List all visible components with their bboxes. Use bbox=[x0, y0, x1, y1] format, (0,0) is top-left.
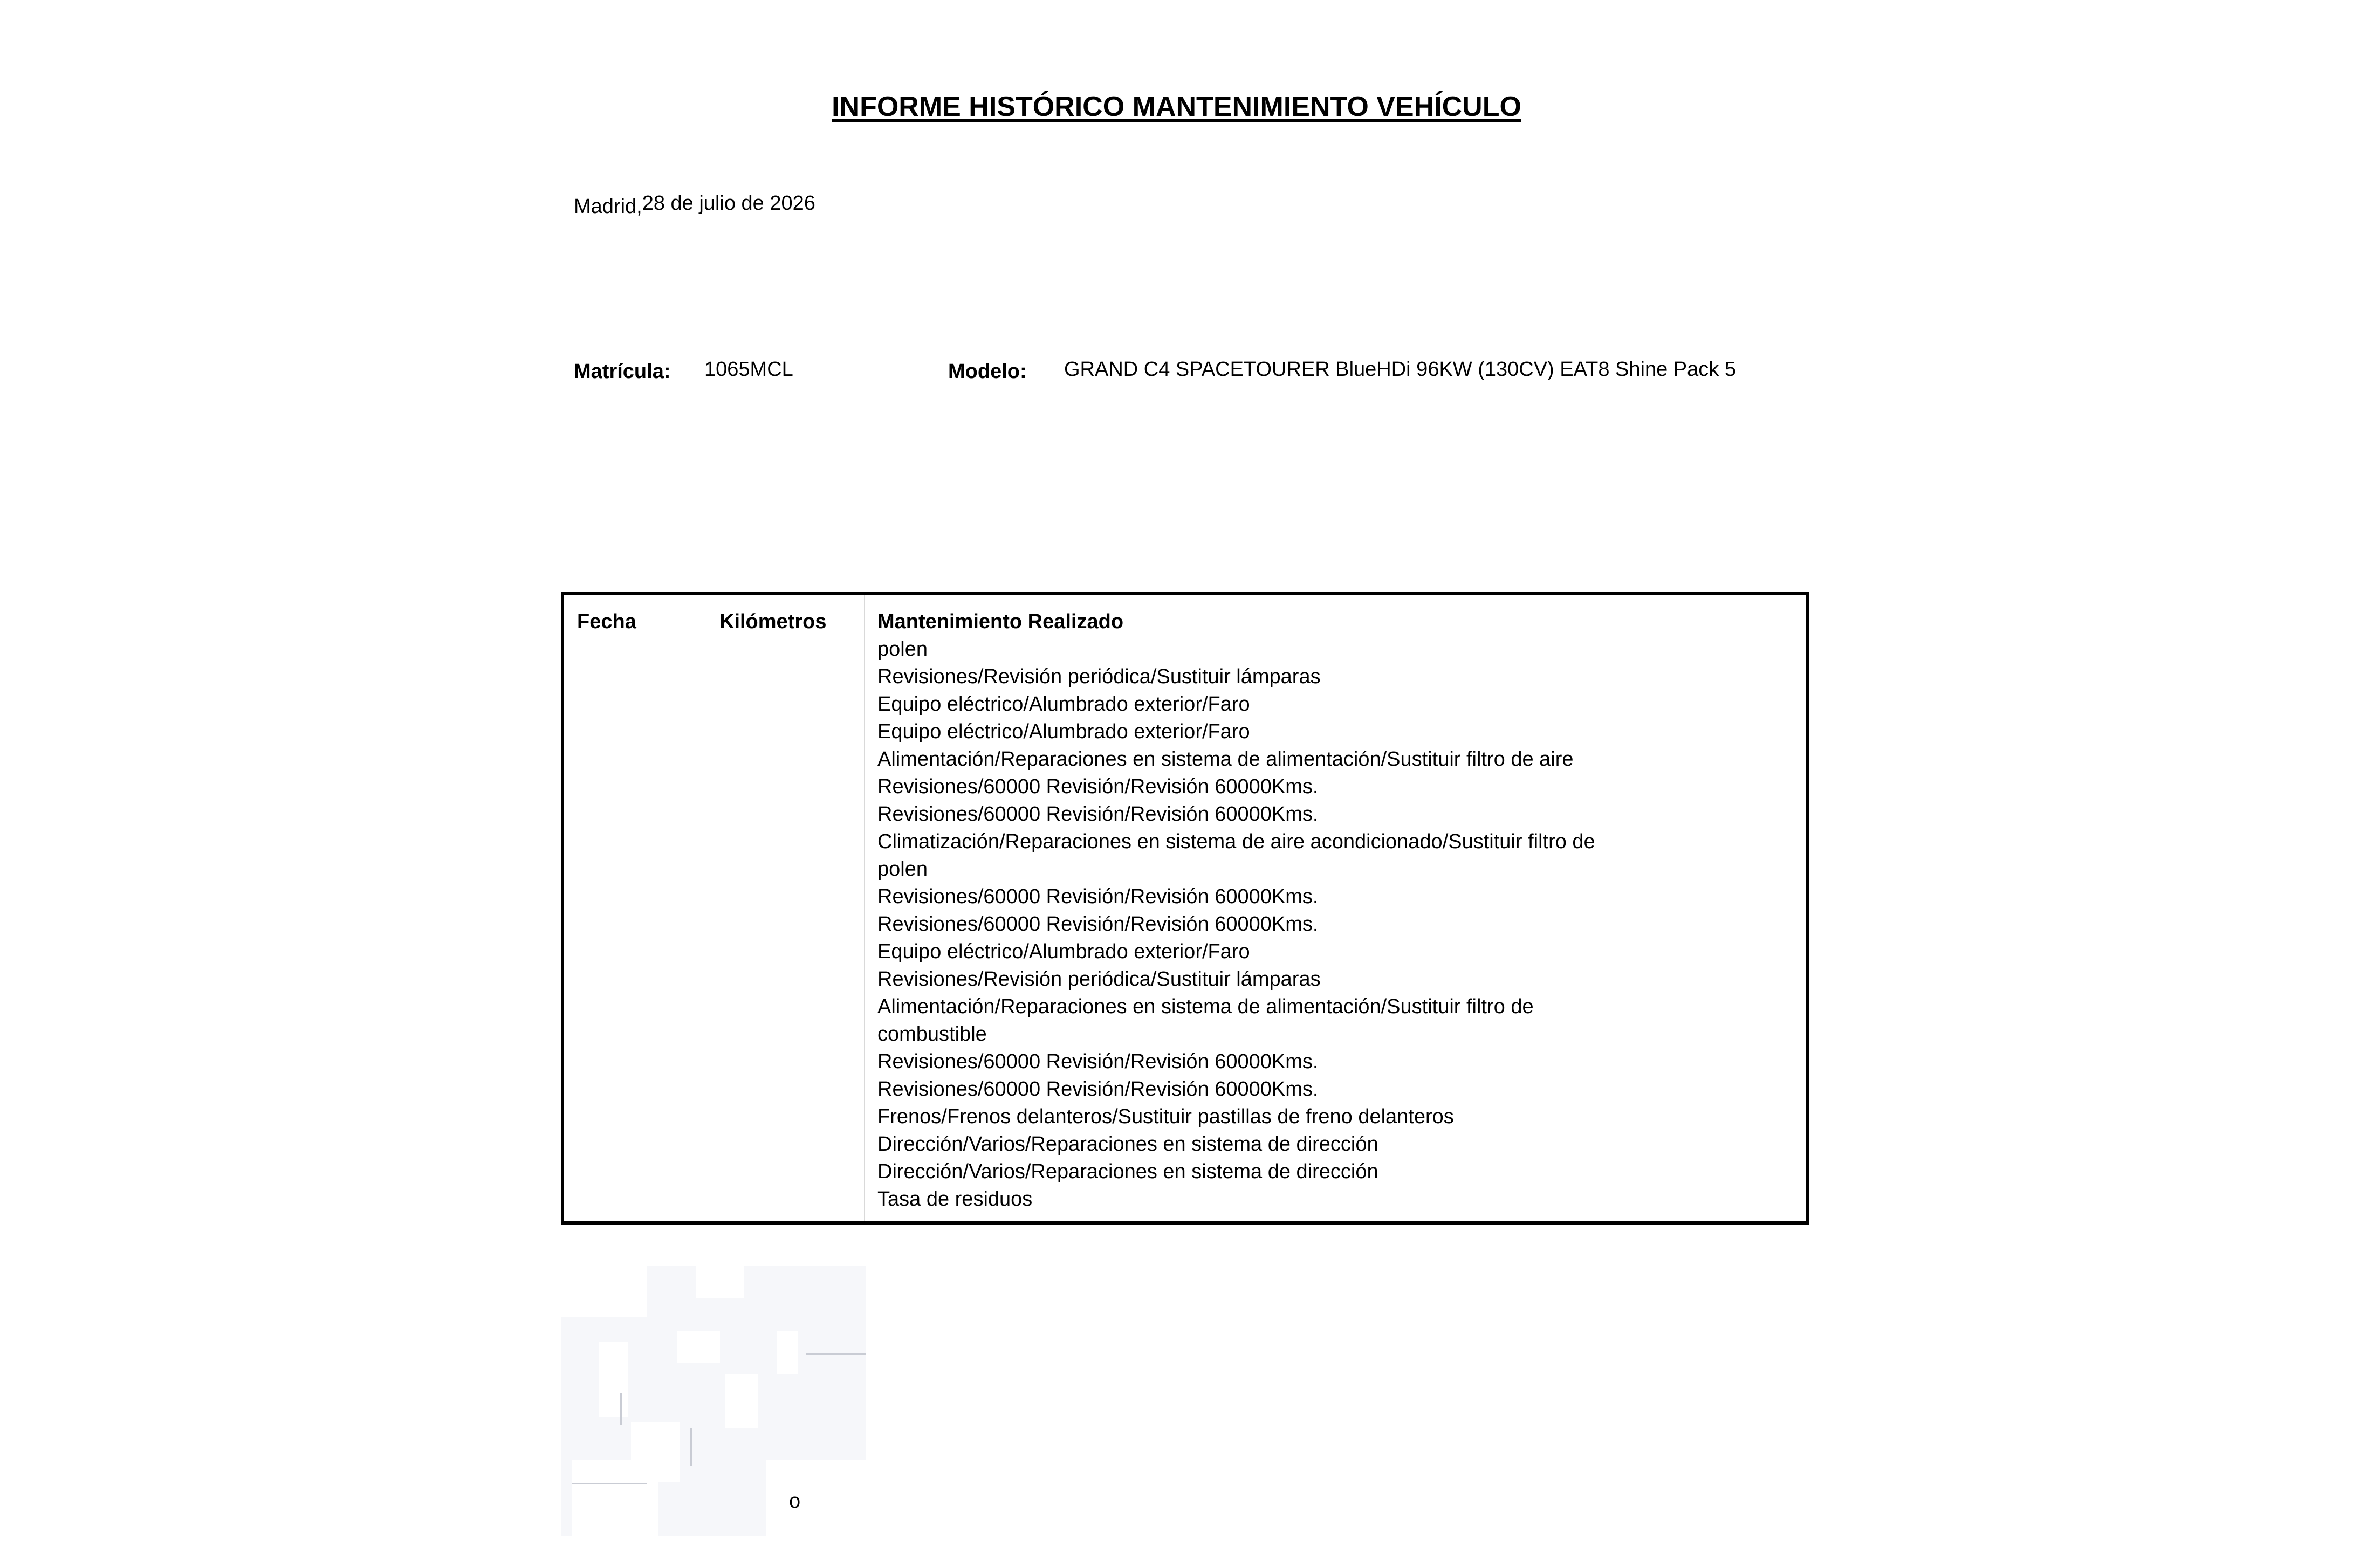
km-column bbox=[706, 595, 865, 1221]
maintenance-line: Revisiones/60000 Revisión/Revisión 60000Kms. bbox=[877, 1078, 1319, 1101]
stamp-stroke bbox=[690, 1428, 692, 1466]
report-date: 28 de julio de 2026 bbox=[642, 192, 815, 215]
plate-value: 1065MCL bbox=[704, 358, 793, 381]
report-title: INFORME HISTÓRICO MANTENIMIENTO VEHÍCULO bbox=[832, 91, 1521, 122]
maintenance-line: Revisiones/60000 Revisión/Revisión 60000Kms. bbox=[877, 913, 1319, 936]
stamp-blank-area bbox=[766, 1460, 866, 1536]
stamp-blank-area bbox=[725, 1374, 758, 1428]
maintenance-line: Frenos/Frenos delanteros/Sustituir pastillas de freno delanteros bbox=[877, 1105, 1454, 1128]
maintenance-line: Revisiones/60000 Revisión/Revisión 60000Kms. bbox=[877, 803, 1319, 826]
maintenance-column bbox=[865, 595, 1806, 1221]
maintenance-table bbox=[561, 592, 1809, 1225]
maintenance-line: Equipo eléctrico/Alumbrado exterior/Faro bbox=[877, 693, 1250, 716]
maintenance-line: Dirección/Varios/Reparaciones en sistema de dirección bbox=[877, 1133, 1378, 1156]
date-line bbox=[574, 192, 815, 218]
maintenance-line: Dirección/Varios/Reparaciones en sistema de dirección bbox=[877, 1160, 1378, 1183]
stamp-stroke bbox=[572, 1483, 647, 1484]
model-value: GRAND C4 SPACETOURER BlueHDi 96KW (130CV) EAT8 Shine Pack 5 bbox=[1064, 358, 1736, 381]
date-column-header: Fecha bbox=[577, 610, 636, 633]
stamp-blank-area bbox=[572, 1460, 658, 1536]
maintenance-line: Revisiones/60000 Revisión/Revisión 60000Kms. bbox=[877, 1050, 1319, 1073]
model-label: Modelo: bbox=[948, 360, 1027, 383]
stamp-blank-area bbox=[599, 1342, 628, 1417]
stamp-stroke bbox=[806, 1353, 866, 1355]
maintenance-line: Equipo eléctrico/Alumbrado exterior/Faro bbox=[877, 940, 1250, 963]
maintenance-line: Climatización/Reparaciones en sistema de aire acondicionado/Sustituir filtro de bbox=[877, 830, 1595, 853]
stamp-blank-area bbox=[561, 1266, 647, 1317]
stamp-blank-area bbox=[696, 1266, 744, 1298]
stamp-blank-area bbox=[677, 1331, 720, 1363]
maintenance-line: Equipo eléctrico/Alumbrado exterior/Faro bbox=[877, 720, 1250, 743]
faded-stamp-image bbox=[561, 1266, 866, 1536]
km-column-header: Kilómetros bbox=[719, 610, 827, 633]
maintenance-line: Tasa de residuos bbox=[877, 1188, 1033, 1211]
maintenance-line: Revisiones/Revisión periódica/Sustituir lámparas bbox=[877, 968, 1321, 991]
maintenance-line: polen bbox=[877, 858, 928, 881]
maintenance-line: Revisiones/Revisión periódica/Sustituir lámparas bbox=[877, 665, 1321, 688]
maintenance-column-header: Mantenimiento Realizado bbox=[877, 610, 1124, 633]
maintenance-line: Revisiones/60000 Revisión/Revisión 60000Kms. bbox=[877, 775, 1319, 798]
maintenance-line: Alimentación/Reparaciones en sistema de alimentación/Sustituir filtro de aire bbox=[877, 748, 1574, 771]
plate-label: Matrícula: bbox=[574, 360, 671, 383]
maintenance-line: Revisiones/60000 Revisión/Revisión 60000Kms. bbox=[877, 885, 1319, 908]
report-city: Madrid, bbox=[574, 195, 642, 218]
stamp-blank-area bbox=[777, 1331, 798, 1374]
date-column bbox=[564, 595, 706, 1221]
maintenance-line: polen bbox=[877, 638, 928, 661]
maintenance-line: combustible bbox=[877, 1023, 987, 1046]
maintenance-line: Alimentación/Reparaciones en sistema de alimentación/Sustituir filtro de bbox=[877, 995, 1534, 1018]
stamp-trailing-text: o bbox=[789, 1490, 801, 1512]
maintenance-lines bbox=[877, 636, 1806, 1213]
stamp-stroke bbox=[620, 1393, 622, 1425]
